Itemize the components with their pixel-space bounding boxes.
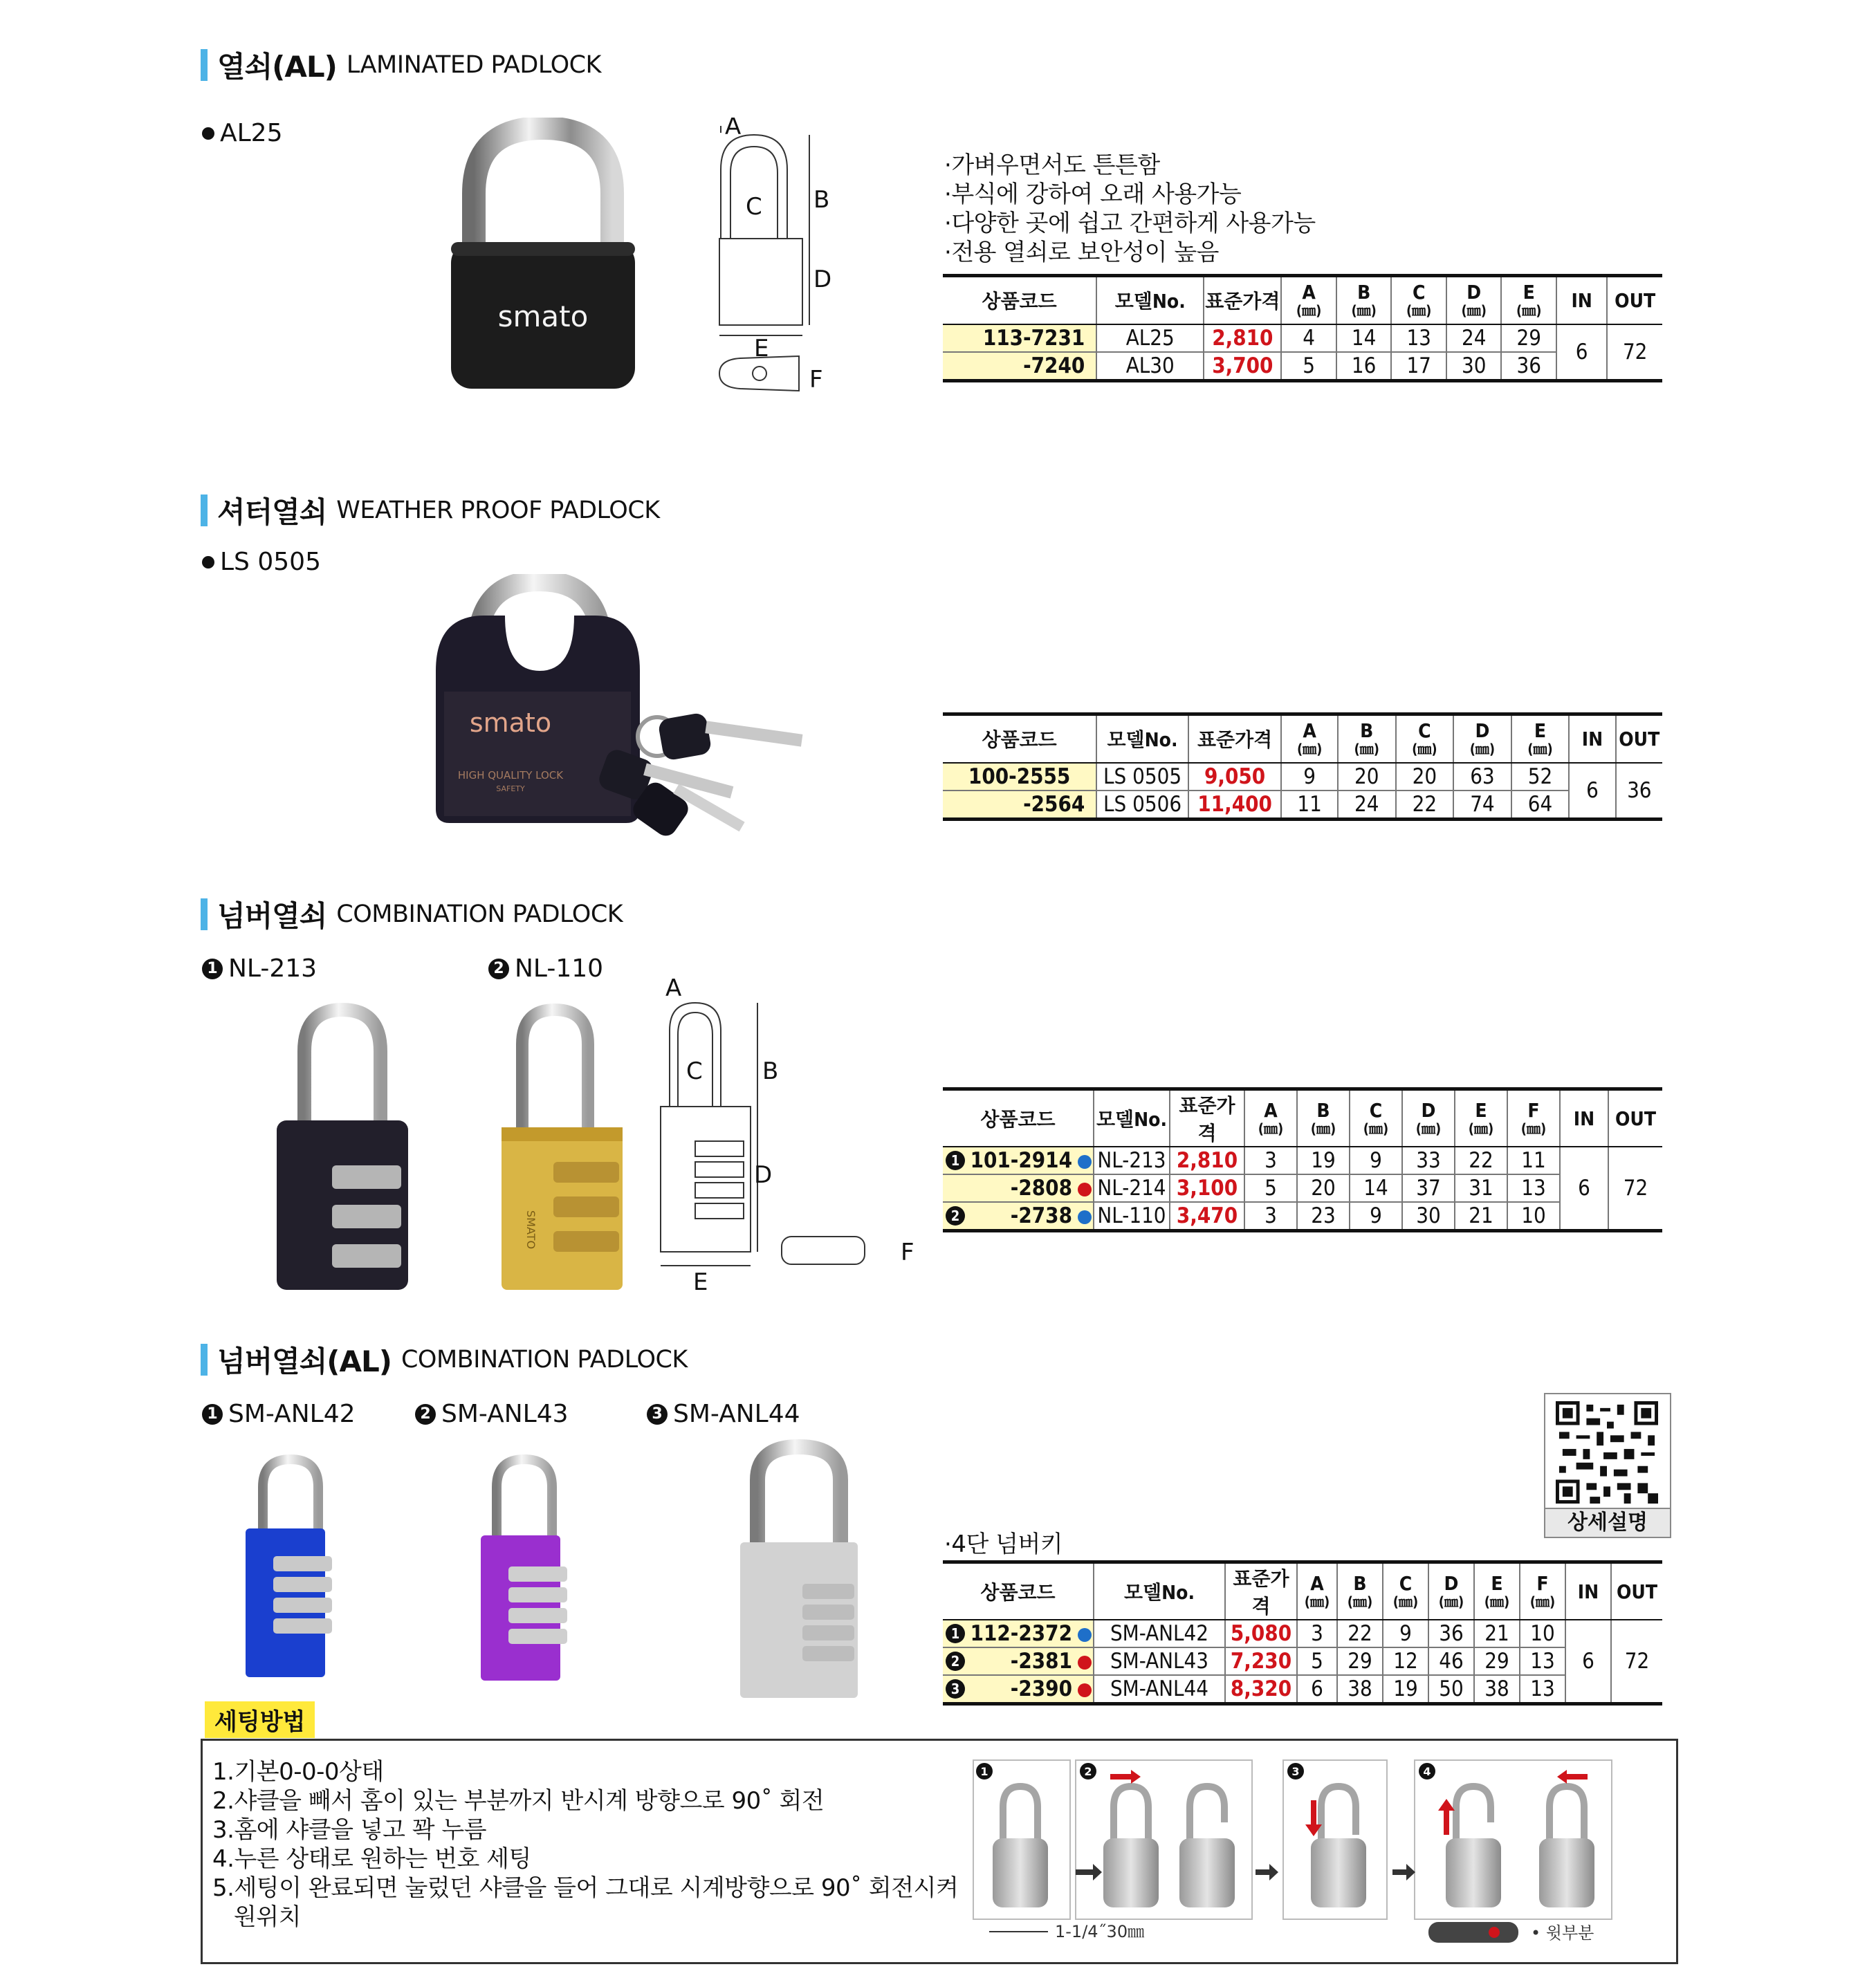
table-row: -7240 AL30 3,700 5 16 17 30 36	[943, 352, 1662, 381]
spec-table-combination-al: 상품코드 모델No. 표준가격 A (㎜) B (㎜) C (㎜) D (㎜) E (㎜) F (㎜) IN OUT 1 112-2372 SM-ANL42 5,080 3 22 9 36 21 10 6 72 2 -2381 SM-ANL43 7,230 5 29 12 46 29 13 3 -2390 SM-ANL44 8,320 6 38 19 50 38 13	[943, 1560, 1662, 1706]
model-label-nl110: 2 NL-110	[488, 954, 603, 983]
step-item: 1.기본0-0-0상태	[212, 1758, 384, 1786]
model-label-anl43: 2 SM-ANL43	[415, 1400, 569, 1428]
step-item: 원위치	[212, 1903, 301, 1931]
svg-text:1: 1	[980, 1765, 988, 1778]
bullet-dot-icon	[202, 556, 214, 569]
section-title-en: LAMINATED PADLOCK	[346, 51, 602, 79]
svg-text:D: D	[754, 1161, 773, 1189]
title-accent-bar	[201, 898, 208, 930]
svg-text:A: A	[665, 975, 682, 1002]
anl44-padlock-image	[737, 1439, 861, 1701]
model-label-al25: AL25	[202, 119, 283, 147]
model-label-ls0505: LS 0505	[202, 548, 321, 576]
svg-text:4: 4	[1423, 1765, 1431, 1778]
feature-item: ·다양한 곳에 쉽고 간편하게 사용가능	[944, 210, 1316, 237]
setting-illustration	[972, 1759, 1615, 1944]
feature-item: ·전용 열쇠로 보안성이 높음	[944, 239, 1220, 266]
svg-text:F: F	[809, 366, 823, 394]
spec-table-al: 상품코드 모델No. 표준가격 A (㎜) B (㎜) C (㎜) D (㎜) E (㎜) IN OUT 113-7231 AL25 2,810 4 14 13 24 29 6 72 -7240 AL30 3,700 5 16 17 30 36	[943, 274, 1662, 382]
section-title-combination: 넘버열쇠 COMBINATION PADLOCK	[201, 894, 623, 935]
svg-text:B: B	[813, 186, 830, 214]
svg-text:A: A	[725, 118, 742, 140]
nl213-padlock-image	[273, 1003, 412, 1293]
setting-method-box	[201, 1739, 1678, 1964]
table-row: 1 101-2914 NL-213 2,810 3 19 9 33 22 11 6 72	[943, 1147, 1662, 1174]
ls0505-padlock-image	[429, 574, 816, 844]
feature-list	[944, 151, 1316, 267]
table-row: 100-2555 LS 0505 9,050 9 20 20 63 52 6 36	[943, 763, 1662, 791]
title-accent-bar	[201, 494, 208, 526]
table-row: 1 112-2372 SM-ANL42 5,080 3 22 9 36 21 10 6 72	[943, 1620, 1662, 1647]
model-label-anl42: 1 SM-ANL42	[202, 1400, 356, 1428]
step-item: 4.누른 상태로 원하는 번호 세팅	[212, 1845, 531, 1873]
table-row: -2808 NL-214 3,100 5 20 14 37 31 13	[943, 1174, 1662, 1202]
qr-code[interactable]	[1544, 1393, 1671, 1538]
feature-list-4	[944, 1530, 1063, 1559]
table-row: 2 -2738 NL-110 3,470 3 23 9 30 21 10	[943, 1202, 1662, 1231]
dimension-diagram-combination	[657, 975, 920, 1293]
svg-text:1-1/4˝30㎜: 1-1/4˝30㎜	[1055, 1922, 1145, 1941]
setting-steps	[212, 1757, 958, 1932]
qr-label: 상세설명	[1545, 1508, 1670, 1537]
anl43-padlock-image	[477, 1452, 574, 1688]
svg-text:B: B	[762, 1057, 779, 1085]
section-title-weatherproof: 셔터열쇠 WEATHER PROOF PADLOCK	[201, 490, 660, 531]
title-accent-bar	[201, 1344, 208, 1376]
step-item: 5.세팅이 완료되면 눌렀던 샤클을 들어 그대로 시계방향으로 90˚ 회전시켜	[212, 1874, 959, 1902]
svg-text:HIGH QUALITY LOCK: HIGH QUALITY LOCK	[457, 769, 564, 782]
svg-text:• 윗부분: • 윗부분	[1531, 1923, 1594, 1943]
setting-method-tag: 세팅방법	[205, 1701, 315, 1738]
svg-text:E: E	[754, 335, 769, 362]
section-title-ko: 열쇠(AL)	[217, 50, 337, 84]
svg-text:C: C	[686, 1057, 703, 1085]
al25-padlock-image	[443, 118, 643, 394]
svg-text:SMATO: SMATO	[524, 1210, 537, 1250]
svg-text:E: E	[693, 1268, 708, 1293]
step-item: 2.샤클을 빼서 홈이 있는 부분까지 반시계 방향으로 90˚ 회전	[212, 1787, 825, 1815]
nl110-padlock-image	[498, 1003, 626, 1293]
section-title-laminated	[201, 44, 601, 86]
qr-code-icon	[1555, 1401, 1659, 1504]
table-row: 2 -2381 SM-ANL43 7,230 5 29 12 46 29 13	[943, 1647, 1662, 1675]
feature-item: ·4단 넘버키	[944, 1531, 1063, 1558]
title-accent-bar	[201, 49, 208, 81]
spec-table-weatherproof: 상품코드 모델No. 표준가격 A (㎜) B (㎜) C (㎜) D (㎜) E (㎜) IN OUT 100-2555 LS 0505 9,050 9 20 20 63 52 6 36 -2564 LS 0506 11,400 11 24 22 74 64	[943, 712, 1662, 821]
section-title-combination-al: 넘버열쇠(AL) COMBINATION PADLOCK	[201, 1339, 688, 1380]
bullet-dot-icon	[202, 127, 214, 140]
feature-item: ·가벼우면서도 튼튼함	[944, 151, 1160, 179]
svg-text:3: 3	[1291, 1765, 1300, 1778]
anl42-padlock-image	[242, 1452, 339, 1681]
svg-text:F: F	[901, 1239, 914, 1266]
step-item: 3.홈에 샤클을 넣고 꽉 누름	[212, 1816, 487, 1844]
table-row: 3 -2390 SM-ANL44 8,320 6 38 19 50 38 13	[943, 1675, 1662, 1704]
spec-table-combination: 상품코드 모델No. 표준가격 A (㎜) B (㎜) C (㎜) D (㎜) E (㎜) F (㎜) IN OUT 1 101-2914 NL-213 2,810 3 19 9 33 22 11 6 72 -2808 NL-214 3,100 5 20 14 37 31 13 2 -2738 NL-110 3,470 3 23 9 30 21 10	[943, 1087, 1662, 1232]
svg-text:smato: smato	[469, 708, 552, 738]
feature-item: ·부식에 강하여 오래 사용가능	[944, 181, 1242, 208]
dimension-diagram-al	[712, 118, 837, 401]
model-label-anl44: 3 SM-ANL44	[647, 1400, 800, 1428]
brand-logo: smato	[497, 299, 589, 333]
svg-text:C: C	[746, 193, 762, 221]
svg-text:D: D	[813, 266, 832, 293]
table-row: -2564 LS 0506 11,400 11 24 22 74 64	[943, 791, 1662, 820]
svg-text:SAFETY: SAFETY	[496, 784, 525, 793]
model-label-nl213: 1 NL-213	[202, 954, 317, 983]
table-row: 113-7231 AL25 2,810 4 14 13 24 29 6 72	[943, 324, 1662, 352]
svg-text:2: 2	[1084, 1765, 1092, 1778]
